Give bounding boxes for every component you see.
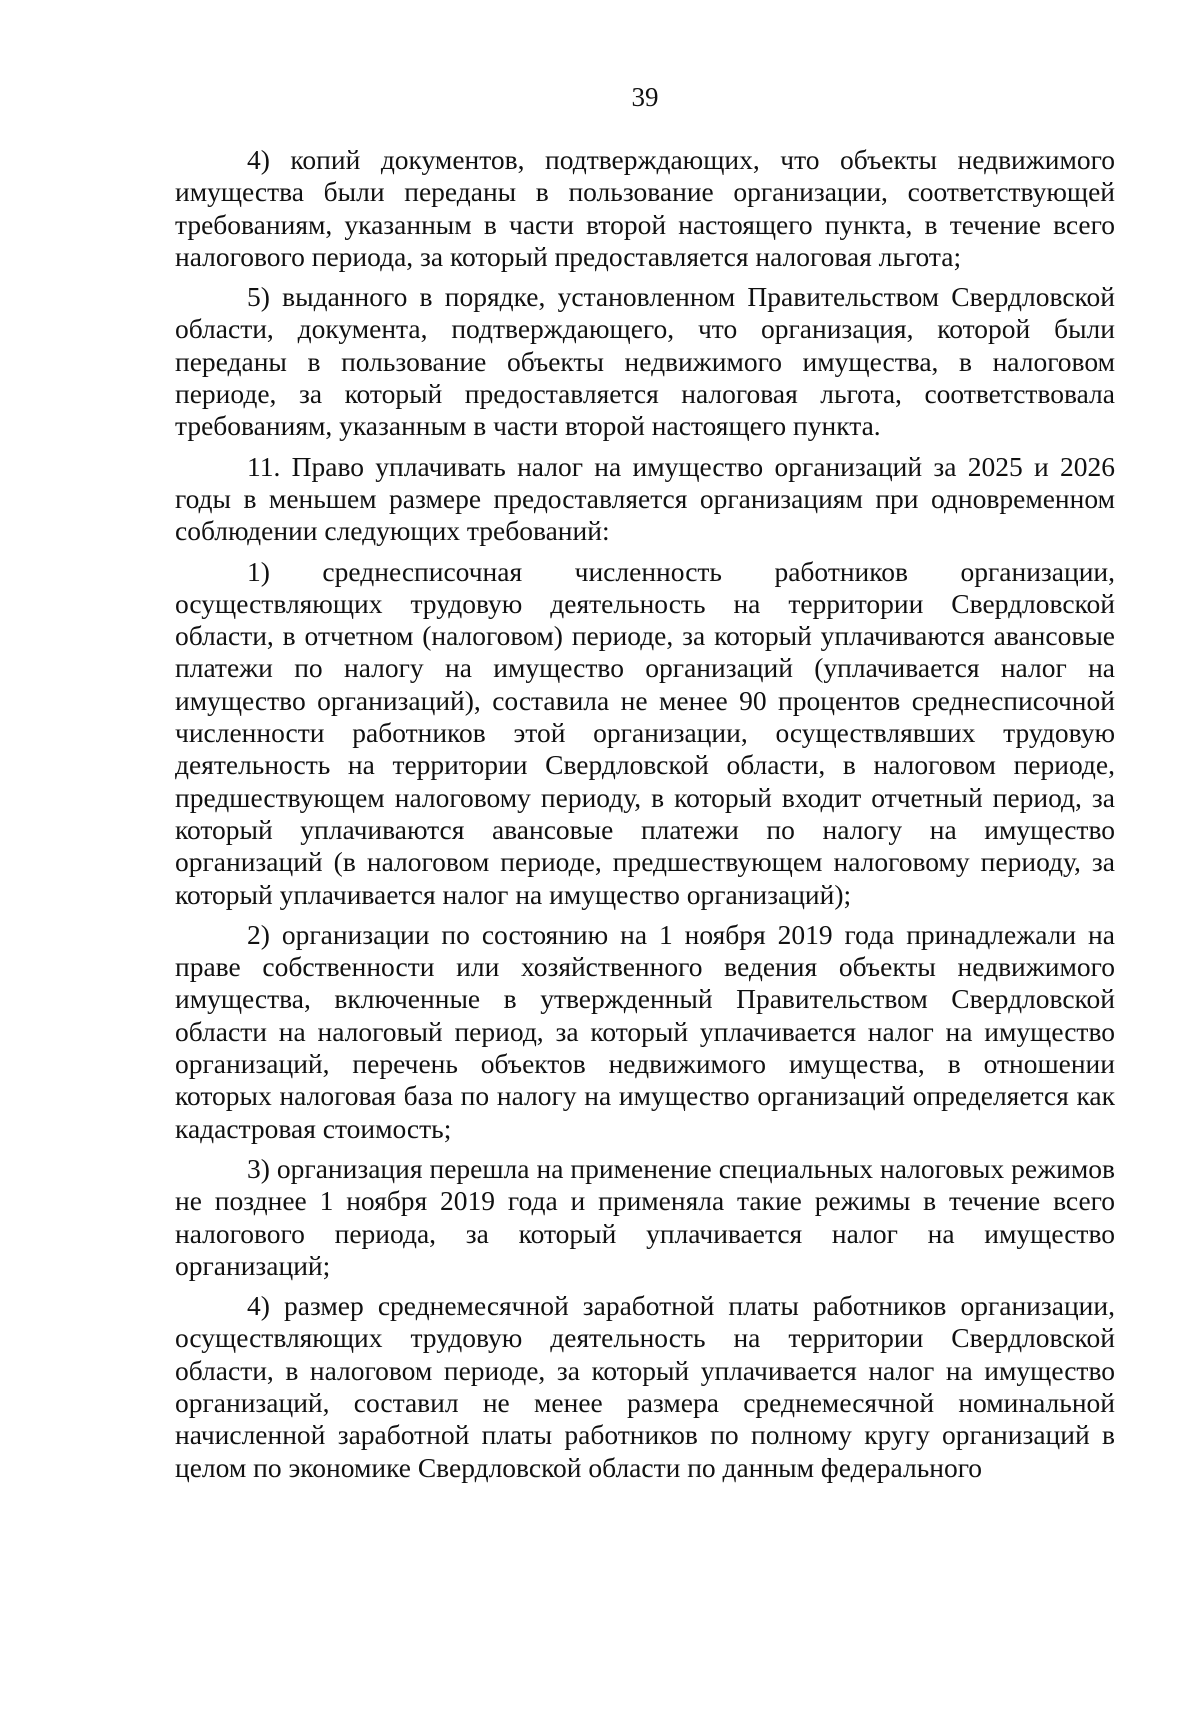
paragraph-item-4-copies: 4) копий документов, подтверждающих, что объекты недвижимого имущества были переданы в пользование организации, соответствующей требованиям, указанным в части второй настоящего пункта, в течение всего налогового периода, за который предоставляется налоговая льгота; xyxy=(175,144,1115,272)
paragraph-item-5-document: 5) выданного в порядке, установленном Правительством Свердловской области, документа, подтверждающего, что организация, которой были переданы в пользование объекты недвижимого имущества, в налоговом периоде, за который предоставляется налоговая льгота, соответствовала требованиям, указанным в части второй настоящего пункта. xyxy=(175,281,1115,442)
paragraph-clause-11: 11. Право уплачивать налог на имущество организаций за 2025 и 2026 годы в меньшем размере предоставляется организациям при одновременном соблюдении следующих требований: xyxy=(175,450,1115,547)
page-number: 39 xyxy=(631,82,659,112)
paragraph-requirement-3: 3) организация перешла на применение специальных налоговых режимов не позднее 1 ноября 2019 года и применяла такие режимы в течение всего налогового периода, за который уплачивается налог на имущество организаций; xyxy=(175,1152,1115,1281)
document-body xyxy=(175,144,1115,1492)
paragraph-requirement-4: 4) размер среднемесячной заработной платы работников организации, осуществляющих трудовую деятельность на территории Свердловской области, в налоговом периоде, за который уплачивается налог на имущество организаций, составил не менее размера среднемесячной номинальной начисленной заработной платы работников по полному кругу организаций в целом по экономике Свердловской области по данным федерального xyxy=(175,1290,1115,1483)
paragraph-requirement-2: 2) организации по состоянию на 1 ноября 2019 года принадлежали на праве собственности или хозяйственного ведения объекты недвижимого имущества, включенные в утвержденный Правительством Свердловской области на налоговый период, за который уплачивается налог на имущество организаций, перечень объектов недвижимого имущества, в отношении которых налоговая база по налогу на имущество организаций определяется как кадастровая стоимость; xyxy=(175,918,1115,1144)
paragraph-requirement-1: 1) среднесписочная численность работников организации, осуществляющих трудовую деятельность на территории Свердловской области, в отчетном (налоговом) периоде, за который уплачиваются авансовые платежи по налогу на имущество организаций (уплачивается налог на имущество организаций), составила не менее 90 процентов среднесписочной численности работников этой организации, осуществлявших трудовую деятельность на территории Свердловской области, в налоговом периоде, предшествующем налоговому периоду, в который входит отчетный период, за который уплачиваются авансовые платежи по налогу на имущество организаций (в налоговом периоде, предшествующем налоговому периоду, за который уплачивается налог на имущество организаций); xyxy=(175,555,1115,910)
